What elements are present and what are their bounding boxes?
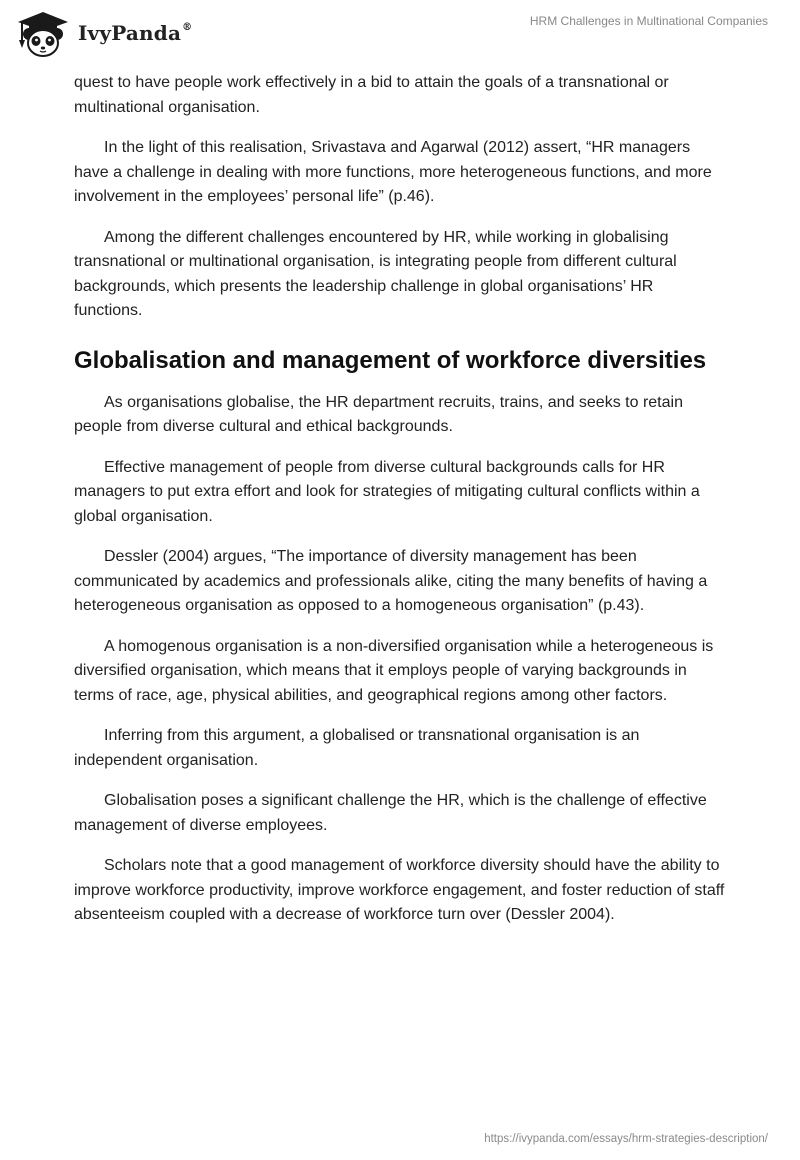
document-title: HRM Challenges in Multinational Companies	[529, 14, 768, 28]
paragraph: Effective management of people from diverse cultural backgrounds calls for HR managers to put extra effort and look for strategies of mitigating cultural conflicts within a global organisation.	[74, 458, 700, 525]
paragraph: Among the different challenges encountered by HR, while working in globalising transnational or multinational organisation, is integrating people from different cultural backgrounds, which presents the leadership challenge in global organisations’ HR functions.	[74, 228, 677, 319]
paragraph: In the light of this realisation, Srivastava and Agarwal (2012) assert, “HR managers have a challenge in dealing with more functions, more heterogeneous functions, and more involvement in the employees’ personal life” (p.46).	[74, 139, 712, 205]
paragraph: Inferring from this argument, a globalised or transnational organisation is an independent organisation.	[74, 727, 640, 769]
paragraph: quest to have people work effectively in a bid to attain the goals of a transnational or multinational organisation.	[74, 74, 669, 116]
essay-body	[74, 71, 726, 944]
ivypanda-logo[interactable]	[14, 8, 192, 58]
panda-graduate-icon	[14, 8, 72, 58]
page-header	[0, 0, 800, 70]
paragraph: As organisations globalise, the HR department recruits, trains, and seeks to retain people from diverse cultural and ethical backgrounds.	[74, 393, 683, 435]
paragraph: Globalisation poses a significant challenge the HR, which is the challenge of effective management of diverse employees.	[74, 792, 707, 834]
paragraph: Scholars note that a good management of workforce diversity should have the ability to improve workforce productivity, improve workforce engagement, and foster reduction of staff absenteeism coupled with a decrease of workforce turn over (Dessler 2004).	[74, 857, 725, 923]
section-heading: Globalisation and management of workforce diversities	[74, 346, 707, 374]
paragraph: Dessler (2004) argues, “The importance of diversity management has been communicated by academics and professionals alike, citing the many benefits of having a heterogeneous organisation as opposed to a homogeneous organisation” (p.43).	[74, 548, 708, 614]
paragraph: A homogenous organisation is a non-diversified organisation while a heterogeneous is diversified organisation, which means that it employs people of varying backgrounds in terms of race, age, physical abilities, and geographical regions among other factors.	[74, 637, 714, 704]
brand-name: IvyPanda®	[78, 21, 193, 45]
registered-mark: ®	[182, 22, 193, 33]
source-url[interactable]: https://ivypanda.com/essays/hrm-strategies-description/	[484, 1133, 768, 1145]
